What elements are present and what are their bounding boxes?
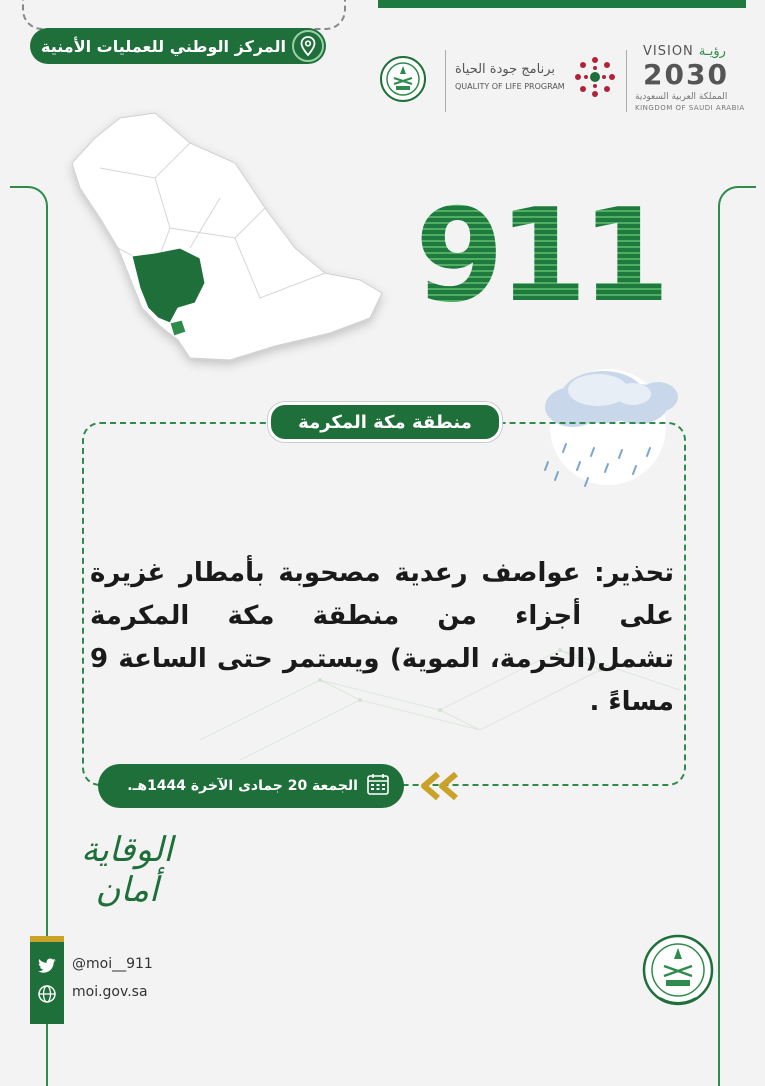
- vision-label: VISION رؤيـة: [643, 44, 726, 59]
- twitter-icon[interactable]: [37, 958, 57, 974]
- center-name: المركز الوطني للعمليات الأمنية: [41, 36, 286, 56]
- moi-emblem-icon: [378, 54, 428, 104]
- logo-separator: [445, 50, 446, 112]
- emergency-number-graphic: [415, 182, 665, 331]
- chevrons-icon: [418, 770, 464, 802]
- quality-of-life-ar: برنامج جودة الحياة: [455, 62, 556, 77]
- region-name-badge: [268, 402, 502, 442]
- quality-of-life-logo-icon: [570, 52, 620, 102]
- header-dashed-frame: [22, 0, 346, 30]
- kingdom-name-ar: المملكة العربية السعودية: [635, 92, 728, 102]
- top-accent-bar: [378, 0, 746, 8]
- footer-accent-bar: [30, 936, 64, 1024]
- calendar-icon: [366, 772, 390, 800]
- kingdom-name-en: KINGDOM OF SAUDI ARABIA: [635, 104, 745, 112]
- quality-of-life-en: QUALITY OF LIFE PROGRAM: [455, 82, 565, 91]
- emergency-number: 911: [415, 182, 665, 331]
- vision-year: 2030: [643, 58, 729, 91]
- location-pin-icon: [292, 30, 324, 62]
- website-link[interactable]: moi.gov.sa: [72, 984, 148, 1000]
- region-name: منطقة مكة المكرمة: [298, 411, 472, 433]
- center-name-badge: [30, 28, 326, 64]
- right-frame-line: [718, 186, 756, 1086]
- globe-icon: [37, 984, 57, 1004]
- slogan-calligraphy: الوقاية أمان: [81, 830, 173, 910]
- date-badge: [98, 764, 404, 808]
- security-operations-emblem-icon: [640, 932, 716, 1012]
- alert-message: تحذير: عواصف رعدية مصحوبة بأمطار غزيرة على أجزاء من منطقة مكة المكرمة تشمل(الخرمة، الموية) ويستمر حتى الساعة 9 مساءً .: [90, 558, 674, 717]
- twitter-handle[interactable]: @moi__911: [72, 956, 153, 972]
- date-text: الجمعة 20 جمادى الآخرة 1444هـ.: [127, 778, 358, 794]
- saudi-map: [60, 108, 390, 368]
- footer-gold-stripe: [30, 936, 64, 942]
- logo-separator: [626, 50, 627, 112]
